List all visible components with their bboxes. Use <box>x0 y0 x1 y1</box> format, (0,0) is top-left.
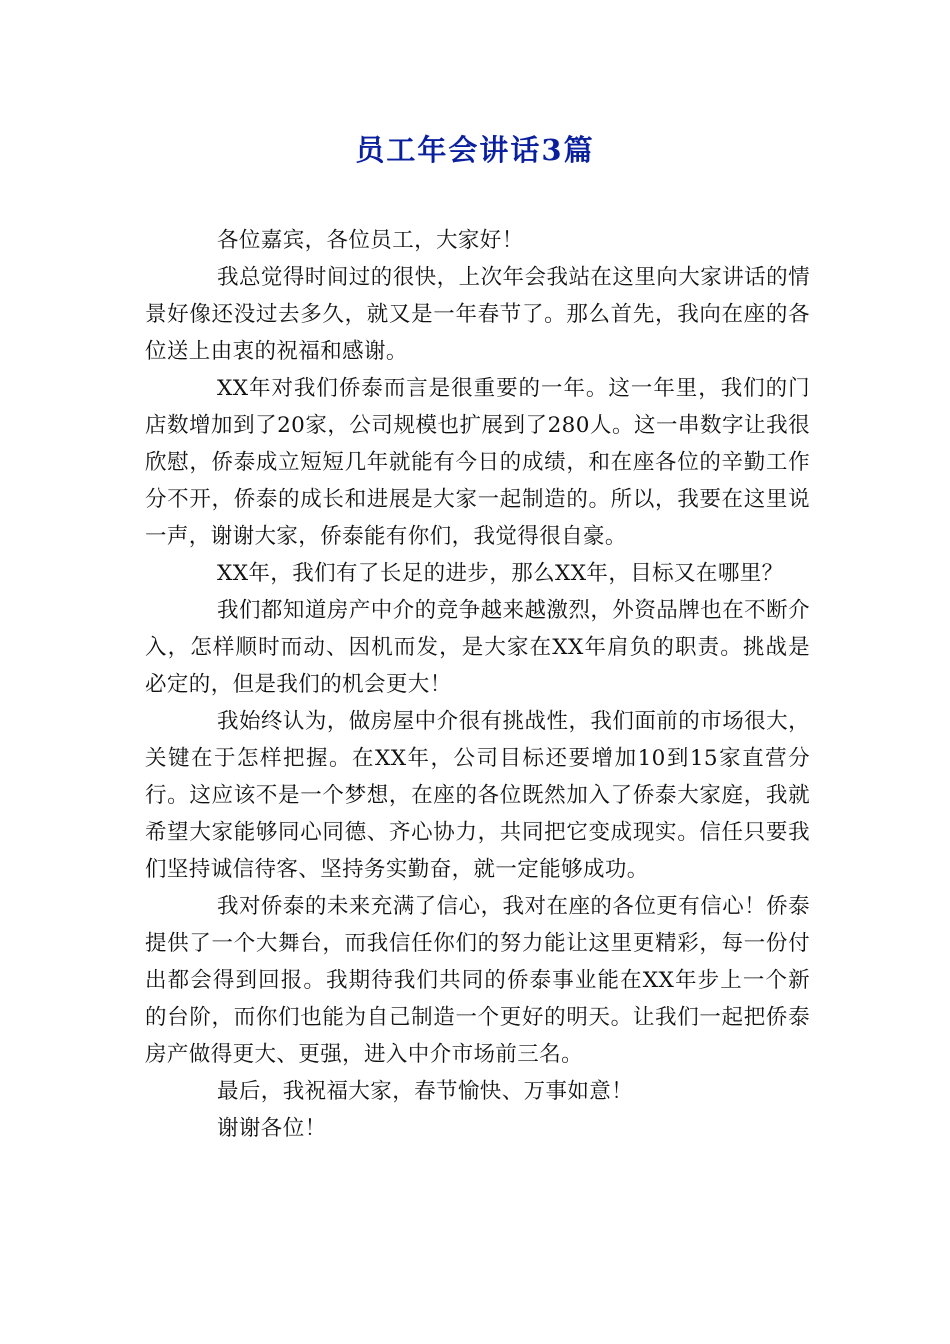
paragraph-achievements: XX年对我们侨泰而言是很重要的一年。这一年里，我们的门店数增加到了20家，公司规模也扩展到了280人。这一串数字让我很欣慰，侨泰成立短短几年就能有今日的成绩，和在座各位的辛勤工作分不开，侨泰的成长和进展是大家一起制造的。所以，我要在这里说一声，谢谢大家，侨泰能有你们，我觉得很自豪。 <box>145 376 810 549</box>
paragraph-opening: 我总觉得时间过的很快，上次年会我站在这里向大家讲话的情景好像还没过去多久，就又是一年春节了。那么首先，我向在座的各位送上由衷的祝福和感谢。 <box>145 265 810 364</box>
paragraph-confidence: 我对侨泰的未来充满了信心，我对在座的各位更有信心！侨泰提供了一个大舞台，而我信任你们的努力能让这里更精彩，每一份付出都会得到回报。我期待我们共同的侨泰事业能在XX年步上一个新的台阶，而你们也能为自己制造一个更好的明天。让我们一起把侨泰房产做得更大、更强，进入中介市场前三名。 <box>145 894 810 1067</box>
document-title: 员工年会讲话3篇 <box>355 133 595 167</box>
document-body <box>145 222 810 1147</box>
paragraph-greeting: 各位嘉宾，各位员工，大家好！ <box>217 228 524 253</box>
paragraph-question: XX年，我们有了长足的进步，那么XX年，目标又在哪里？ <box>217 561 784 586</box>
paragraph-goals: 我始终认为，做房屋中介很有挑战性，我们面前的市场很大，关键在于怎样把握。在XX年，公司目标还要增加10到15家直营分行。这应该不是一个梦想，在座的各位既然加入了侨泰大家庭，我就希望大家能够同心同德、齐心协力，共同把它变成现实。信任只要我们坚持诚信待客、坚持务实勤奋，就一定能够成功。 <box>145 709 810 882</box>
paragraph-challenges: 我们都知道房产中介的竞争越来越激烈，外资品牌也在不断介入，怎样顺时而动、因机而发，是大家在XX年肩负的职责。挑战是必定的，但是我们的机会更大！ <box>145 598 810 697</box>
paragraph-thanks: 谢谢各位！ <box>217 1116 327 1141</box>
paragraph-wishes: 最后，我祝福大家，春节愉快、万事如意！ <box>217 1079 634 1104</box>
